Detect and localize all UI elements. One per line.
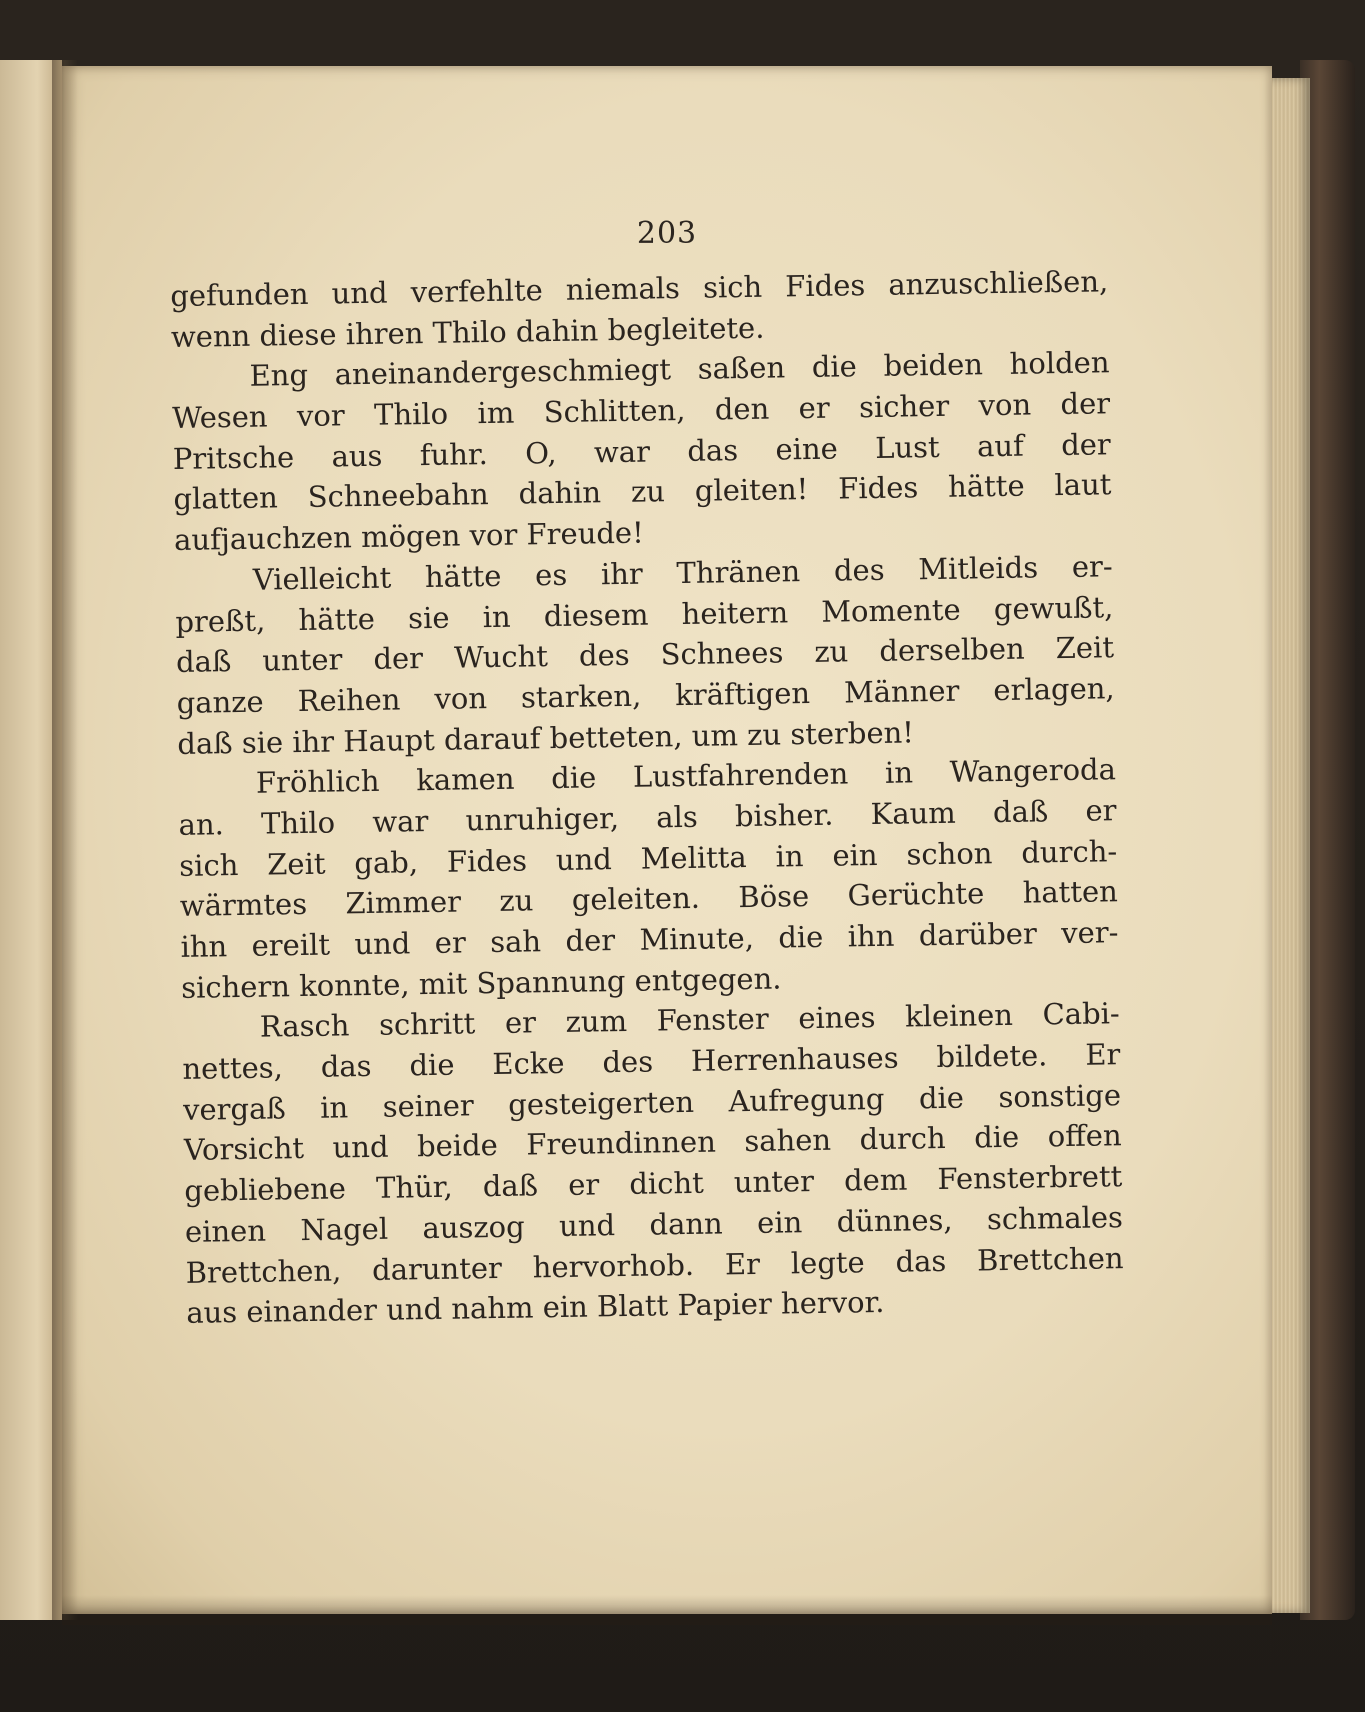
text-line: daß unter der Wucht des Schnees zu derselben Zeit [175,630,1115,680]
paragraph [182,994,1125,1334]
text-line: ihn ereilt und er sah der Minute, die ihn darüber ver- [180,915,1119,964]
text-line: an. Thilo war unruhiger, als bisher. Kaum daß er [178,793,1117,842]
text-line: sichern konnte, mit Spannung entgegen. [180,961,782,1005]
text-line: nettes, das die Ecke des Herrenhauses bildete. Er [182,1037,1121,1086]
text-line: aufjauchzen mögen vor Freude! [173,515,644,558]
text-line: gebliebene Thür, daß er dicht unter dem Fensterbrett [184,1159,1123,1209]
text-line: daß sie ihr Haupt darauf betteten, um zu sterben! [177,714,915,761]
text-line: Brettchen, darunter hervorhob. Er legte das Brettchen [185,1240,1124,1290]
text-line: Rasch schritt er zum Fenster eines kleinen Cabi- [259,996,1120,1045]
text-line: aus einander und nahm ein Blatt Papier hervor. [186,1285,885,1331]
text-line: ganze Reihen von starken, kräftigen Männer erlagen, [176,671,1115,720]
text-line: einen Nagel auszog und dann ein dünnes, schmales [184,1199,1124,1249]
book-page [62,66,1272,1614]
text-line: Vielleicht hätte es ihr Thränen des Mitleids er- [252,549,1113,597]
text-line: Pritsche aus fuhr. O, war das eine Lust auf der [172,426,1112,476]
page-number: 203 [636,216,698,251]
text-line: gefunden und verfehlte niemals sich Fides anzuschließen, [170,264,1109,313]
text-line: wärmtes Zimmer zu geleiten. Böse Gerüchte hatten [179,874,1119,924]
text-line: vergaß in seiner gesteigerten Aufregung die sonstige [182,1077,1122,1127]
body-text [170,261,1125,1333]
page-bottom-shadow [62,1595,1272,1625]
text-line: Wesen vor Thilo im Schlitten, den er sicher von der [171,386,1111,436]
book-gutter [52,60,78,1620]
paragraph [170,261,1109,357]
paragraph [171,343,1112,561]
text-line: sich Zeit gab, Fides und Melitta in ein schon durch- [178,833,1118,883]
text-line: Fröhlich kamen die Lustfahrenden in Wangeroda [255,752,1117,800]
text-line: Eng aneinandergeschmiegt saßen die beiden holden [249,345,1110,394]
paragraph [178,749,1120,1008]
text-line: Vorsicht und beide Freundinnen sahen durch die offen [183,1118,1122,1168]
text-line: glatten Schneebahn dahin zu gleiten! Fides hätte laut [173,467,1112,517]
text-line: wenn diese ihren Thilo dahin begleitete. [170,310,765,354]
paragraph [174,546,1115,764]
text-line: preßt, hätte sie in diesem heitern Momente gewußt, [175,589,1114,639]
